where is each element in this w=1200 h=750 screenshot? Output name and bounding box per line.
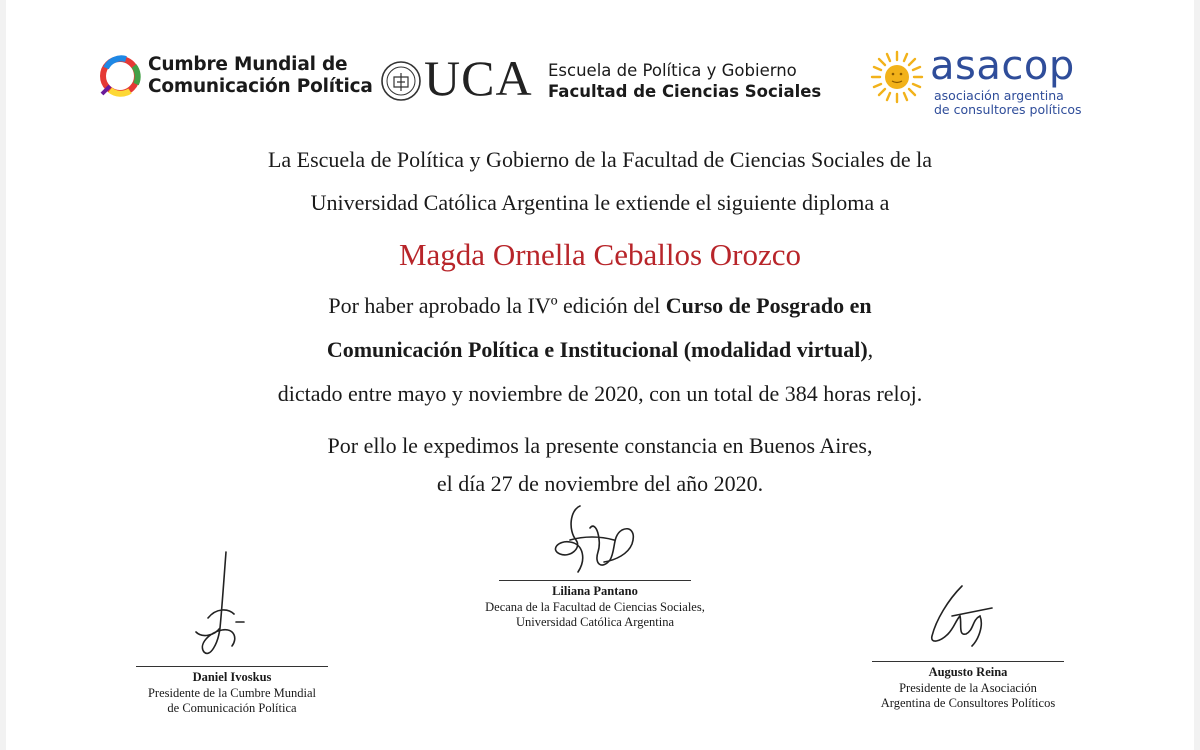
course-line-1 xyxy=(0,292,1200,320)
signatory-name-right: Augusto Reina xyxy=(928,665,1008,679)
signatory-name-left: Daniel Ivoskus xyxy=(192,670,272,684)
signature-line-right xyxy=(872,661,1064,662)
intro-line-1: La Escuela de Política y Gobierno de la Facultad de Ciencias Sociales de la xyxy=(267,147,933,172)
uca-seal-icon xyxy=(380,60,422,102)
uca-school-name xyxy=(548,60,821,102)
signatory-role-center-1: Decana de la Facultad de Ciencias Sociales, xyxy=(485,599,705,614)
course-prefix: Por haber aprobado la IVº edición del xyxy=(328,293,666,318)
course-suffix: , xyxy=(867,337,874,362)
uca-school-line1: Escuela de Política y Gobierno xyxy=(548,61,797,80)
uca-wordmark: UCA xyxy=(424,50,533,106)
asacop-sub-line1: asociación argentina xyxy=(934,88,1064,103)
course-line-3: dictado entre mayo y noviembre de 2020, con un total de 384 horas reloj. xyxy=(277,381,923,406)
cumbre-swirl-icon xyxy=(96,50,144,102)
signature-block-right xyxy=(838,661,1098,712)
signature-scribble-center xyxy=(540,500,650,582)
course-name-part2: Comunicación Política e Institucional (modalidad virtual) xyxy=(326,337,868,362)
asacop-sub-line2: de consultores políticos xyxy=(934,102,1082,117)
intro-line-2: Universidad Católica Argentina le extiende el siguiente diploma a xyxy=(310,190,890,215)
signature-scribble-left xyxy=(188,548,258,668)
closing-line-2: el día 27 de noviembre del año 2020. xyxy=(436,471,764,496)
sun-of-may-icon xyxy=(870,50,924,104)
cumbre-line2: Comunicación Política xyxy=(148,76,373,97)
signatory-role-right-2: Argentina de Consultores Políticos xyxy=(880,696,1056,710)
signature-block-left xyxy=(102,666,362,717)
signature-scribble-right xyxy=(922,580,1002,650)
signatory-name-center: Liliana Pantano xyxy=(552,584,638,598)
course-line-2 xyxy=(0,336,1200,364)
course-name-part1: Curso de Posgrado en xyxy=(665,293,872,318)
signature-line-center xyxy=(499,580,691,581)
signature-block-center xyxy=(430,580,760,631)
cumbre-wordmark xyxy=(148,54,373,98)
closing-line-1: Por ello le expedimos la presente constancia en Buenos Aires, xyxy=(327,433,873,458)
header-logos xyxy=(0,0,1200,120)
asacop-wordmark: asacop xyxy=(930,43,1075,89)
signatory-role-left-2: de Comunicación Política xyxy=(167,701,297,715)
cumbre-line1: Cumbre Mundial de xyxy=(148,54,348,75)
signature-line-left xyxy=(136,666,328,667)
uca-school-line2: Facultad de Ciencias Sociales xyxy=(548,82,822,101)
signatory-role-right-1: Presidente de la Asociación xyxy=(899,680,1037,695)
signatory-role-left-1: Presidente de la Cumbre Mundial xyxy=(147,685,317,700)
signatory-role-center-2: Universidad Católica Argentina xyxy=(515,615,675,629)
recipient-name: Magda Ornella Ceballos Orozco xyxy=(398,237,801,272)
asacop-subtitle xyxy=(934,89,1081,117)
